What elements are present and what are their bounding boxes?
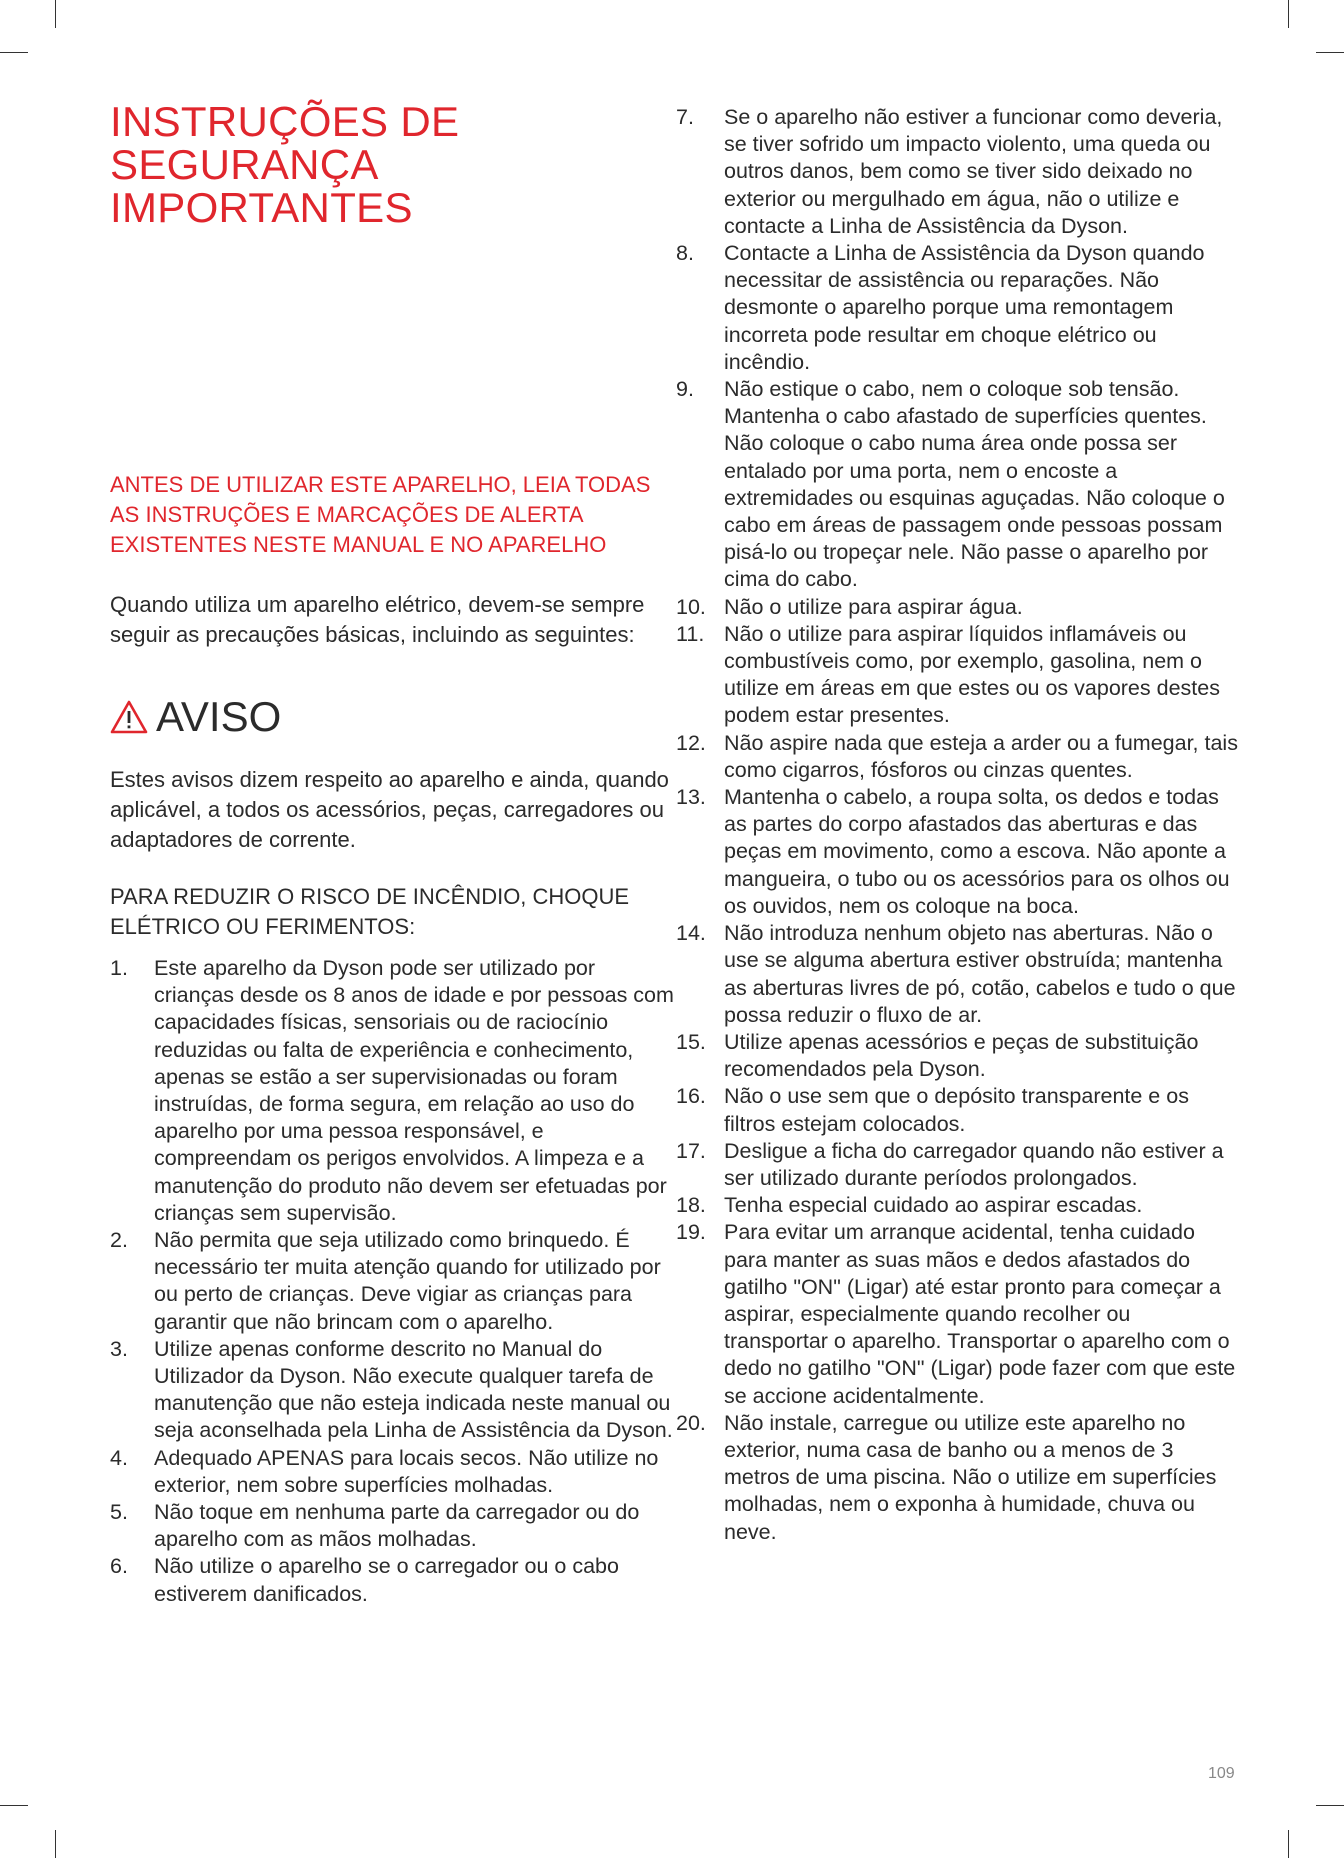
list-item <box>110 955 680 1227</box>
item-text: Este aparelho da Dyson pode ser utilizado por crianças desde os 8 anos de idade e por pessoas com capacidades físicas, sensoriais ou de raciocínio reduzidas ou falta de experiência e conhecimento, apenas se estão a ser supervisionadas ou foram instruídas, de forma segura, em relação ao uso do aparelho por uma pessoa responsável, e compreendam os perigos envolvidos. A limpeza e a manutenção do produto não devem ser efetuadas por crianças sem supervisão. <box>154 956 674 1225</box>
crop-mark <box>0 1805 28 1806</box>
list-item <box>676 784 1240 920</box>
title-line: INSTRUÇÕES DE <box>110 98 460 145</box>
item-number: 17. <box>676 1138 706 1163</box>
list-item <box>110 1227 680 1336</box>
item-number: 6. <box>110 1554 128 1579</box>
list-item <box>110 1336 680 1445</box>
item-text: Não o use sem que o depósito transparente e os filtros estejam colocados. <box>724 1084 1189 1136</box>
warning-label: AVISO <box>156 693 282 740</box>
item-number: 9. <box>676 377 694 402</box>
read-instructions-alert <box>110 470 670 560</box>
item-text: Não toque em nenhuma parte da carregador ou do aparelho com as mãos molhadas. <box>154 1500 640 1552</box>
crop-mark <box>55 0 56 28</box>
item-text: Não utilize o aparelho se o carregador ou o cabo estiverem danificados. <box>154 1554 619 1606</box>
warning-text: Estes avisos dizem respeito ao aparelho e ainda, quando aplicável, a todos os acessórios, peças, carregadores ou adaptadores de corrente. <box>110 767 669 852</box>
crop-mark <box>1316 1805 1344 1806</box>
risk-heading-line: PARA REDUZIR O RISCO DE INCÊNDIO, CHOQUE <box>110 884 630 909</box>
list-item <box>110 1499 680 1553</box>
item-number: 8. <box>676 241 694 266</box>
item-number: 7. <box>676 105 694 129</box>
crop-mark <box>1288 0 1289 28</box>
alert-line: ANTES DE UTILIZAR ESTE APARELHO, LEIA TODAS <box>110 472 651 497</box>
item-text: Se o aparelho não estiver a funcionar como deveria, se tiver sofrido um impacto violento, uma queda ou outros danos, bem como se tiver sido deixado no exterior ou mergulhado em água, não o utilize e contacte a Linha de Assistência da Dyson. <box>724 105 1223 238</box>
intro-paragraph: Quando utiliza um aparelho elétrico, devem-se sempre seguir as precauções básicas, incluindo as seguintes: <box>110 592 645 647</box>
crop-mark <box>0 52 28 53</box>
item-number: 2. <box>110 1228 128 1253</box>
item-number: 3. <box>110 1336 128 1361</box>
title-line: SEGURANÇA IMPORTANTES <box>110 141 413 231</box>
list-item <box>676 1410 1240 1546</box>
list-item <box>676 594 1240 621</box>
list-item <box>676 1083 1240 1137</box>
item-number: 15. <box>676 1029 706 1054</box>
item-text: Desligue a ficha do carregador quando não estiver a ser utilizado durante períodos prolongados. <box>724 1138 1224 1190</box>
warning-heading <box>110 693 281 741</box>
item-text: Para evitar um arranque acidental, tenha cuidado para manter as suas mãos e dedos afastados do gatilho "ON" (Ligar) até estar pronto para começar a aspirar, especialmente quando recolher ou transportar o aparelho. Transportar o aparelho com o dedo no gatilho "ON" (Ligar) pode fazer com que este se accione acidentalmente. <box>724 1220 1236 1408</box>
item-number: 19. <box>676 1220 706 1245</box>
list-item <box>676 376 1240 594</box>
item-text: Não o utilize para aspirar água. <box>724 594 1023 619</box>
item-number: 5. <box>110 1500 128 1525</box>
item-number: 4. <box>110 1445 128 1470</box>
item-text: Não estique o cabo, nem o coloque sob tensão. Mantenha o cabo afastado de superfícies quentes. Não coloque o cabo numa área onde possa ser entalado por uma porta, nem o encoste a extremidades ou esquinas aguçadas. Não coloque o cabo em áreas de passagem onde pessoas possam pisá-lo ou tropeçar nele. Não passe o aparelho por cima do cabo. <box>724 377 1225 592</box>
list-item <box>676 1029 1240 1083</box>
list-item <box>676 1192 1240 1219</box>
item-number: 12. <box>676 730 706 755</box>
item-text: Contacte a Linha de Assistência da Dyson quando necessitar de assistência ou reparações. Não desmonte o aparelho porque uma remontagem incorreta pode resultar em choque elétrico ou incêndio. <box>724 241 1205 374</box>
item-number: 1. <box>110 956 128 980</box>
page-number: 109 <box>1208 1765 1235 1782</box>
list-item <box>110 1553 680 1607</box>
alert-line: EXISTENTES NESTE MANUAL E NO APARELHO <box>110 532 607 557</box>
crop-mark <box>1288 1830 1289 1858</box>
list-item <box>676 1138 1240 1192</box>
warning-triangle-icon <box>110 700 148 734</box>
list-item <box>676 1219 1240 1409</box>
item-text: Tenha especial cuidado ao aspirar escadas. <box>724 1193 1143 1218</box>
item-text: Utilize apenas acessórios e peças de substituição recomendados pela Dyson. <box>724 1029 1199 1082</box>
item-text: Mantenha o cabelo, a roupa solta, os dedos e todas as partes do corpo afastados das aberturas e das peças em movimento, como a escova. Não aponte a mangueira, o tubo ou os acessórios para os olhos ou os ouvidos, nem os coloque na boca. <box>724 785 1230 918</box>
item-number: 11. <box>676 621 705 646</box>
left-column <box>110 98 680 1606</box>
item-number: 20. <box>676 1410 706 1435</box>
item-text: Adequado APENAS para locais secos. Não utilize no exterior, nem sobre superfícies molhadas. <box>154 1445 659 1497</box>
list-item <box>676 240 1240 376</box>
item-text: Utilize apenas conforme descrito no Manual do Utilizador da Dyson. Não execute qualquer tarefa de manutenção que não esteja indicada neste manual ou seja aconselhada pela Linha de Assistência da Dyson. <box>154 1336 673 1443</box>
crop-mark <box>55 1830 56 1858</box>
list-item <box>676 730 1240 784</box>
list-item <box>676 621 1240 730</box>
item-text: Não aspire nada que esteja a arder ou a fumegar, tais como cigarros, fósforos ou cinzas quentes. <box>724 730 1238 782</box>
list-item <box>676 104 1240 240</box>
item-text: Não permita que seja utilizado como brinquedo. É necessário ter muita atenção quando for utilizado por ou perto de crianças. Deve vigiar as crianças para garantir que não brincam com o aparelho. <box>154 1228 661 1334</box>
item-number: 13. <box>676 785 706 810</box>
safety-list-left <box>110 955 680 1608</box>
item-number: 16. <box>676 1084 706 1109</box>
item-number: 10. <box>676 594 706 619</box>
safety-list-right <box>676 104 1240 1546</box>
risk-heading <box>110 882 670 942</box>
item-text: Não instale, carregue ou utilize este aparelho no exterior, numa casa de banho ou a menos de 3 metros de uma piscina. Não o utilize em superfícies molhadas, nem o exponha à humidade, chuva ou neve. <box>724 1410 1217 1544</box>
item-text: Não o utilize para aspirar líquidos inflamáveis ou combustíveis como, por exemplo, gasolina, nem o utilize em áreas em que estes ou os vapores destes podem estar presentes. <box>724 621 1220 728</box>
risk-heading-line: ELÉTRICO OU FERIMENTOS: <box>110 914 416 939</box>
page-title <box>110 100 680 229</box>
list-item <box>676 920 1240 1029</box>
item-number: 18. <box>676 1193 706 1218</box>
list-item <box>110 1445 680 1499</box>
alert-line: AS INSTRUÇÕES E MARCAÇÕES DE ALERTA <box>110 502 584 527</box>
crop-mark <box>1316 52 1344 53</box>
item-number: 14. <box>676 921 706 946</box>
item-text: Não introduza nenhum objeto nas aberturas. Não o use se alguma abertura estiver obstruída; mantenha as aberturas livres de pó, cotão, cabelos e tudo o que possa reduzir o fluxo de ar. <box>724 921 1236 1027</box>
